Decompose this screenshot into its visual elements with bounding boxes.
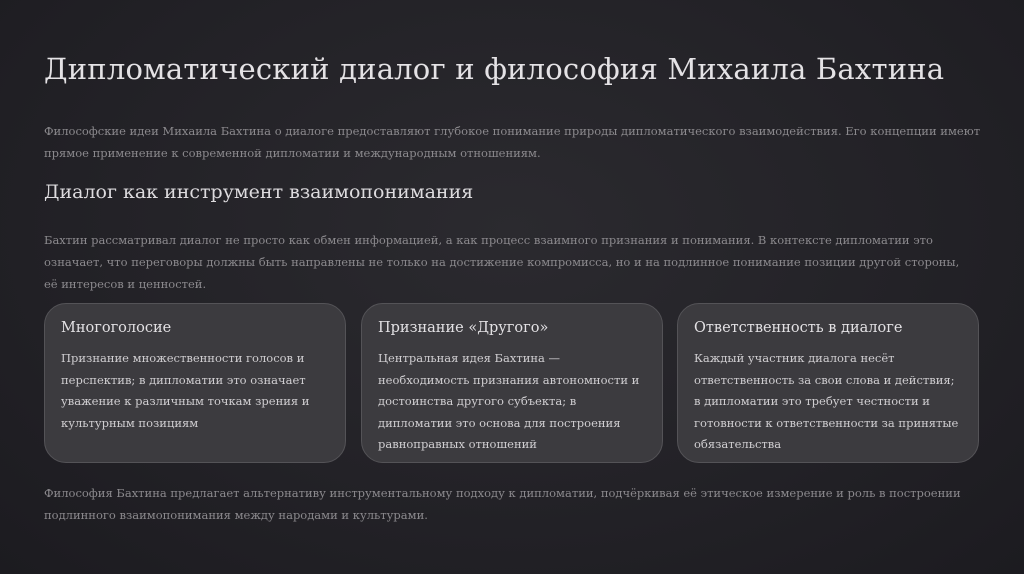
intro-paragraph: Философские идеи Михаила Бахтина о диалоге предоставляют глубокое понимание природы дипломатического взаимодействия. Его концепции имеют прямое применение к современной дипломатии и международным отношениям. xyxy=(44,124,981,160)
card-title: Многоголосие xyxy=(61,320,172,336)
card-recognition-of-other xyxy=(361,303,663,463)
card-title: Ответственность в диалоге xyxy=(694,320,903,336)
card-responsibility xyxy=(677,303,979,463)
slide-title: Дипломатический диалог и философия Михаила Бахтина xyxy=(44,52,945,86)
card-text: Каждый участник диалога несёт ответственность за свои слова и действия; в дипломатии это требует честности и готовности к ответственности за принятые обязательства xyxy=(694,351,959,451)
card-text: Центральная идея Бахтина — необходимость признания автономности и достоинства другого субъекта; в дипломатии это основа для построения равноправных отношений xyxy=(378,351,640,451)
section-heading: Диалог как инструмент взаимопонимания xyxy=(44,181,474,203)
card-text: Признание множественности голосов и перспектив; в дипломатии это означает уважение к различным точкам зрения и культурным позициям xyxy=(61,351,310,430)
card-title: Признание «Другого» xyxy=(378,320,549,336)
section-paragraph: Бахтин рассматривал диалог не просто как обмен информацией, а как процесс взаимного признания и понимания. В контексте дипломатии это означает, что переговоры должны быть направлены не только на достижение компромисса, но и на подлинное понимание позиции другой стороны, её интересов и ценностей. xyxy=(44,233,960,291)
conclusion-paragraph: Философия Бахтина предлагает альтернативу инструментальному подходу к дипломатии, подчёркивая её этическое измерение и роль в построении подлинного взаимопонимания между народами и культурами. xyxy=(44,486,961,522)
card-polyphony xyxy=(44,303,346,463)
